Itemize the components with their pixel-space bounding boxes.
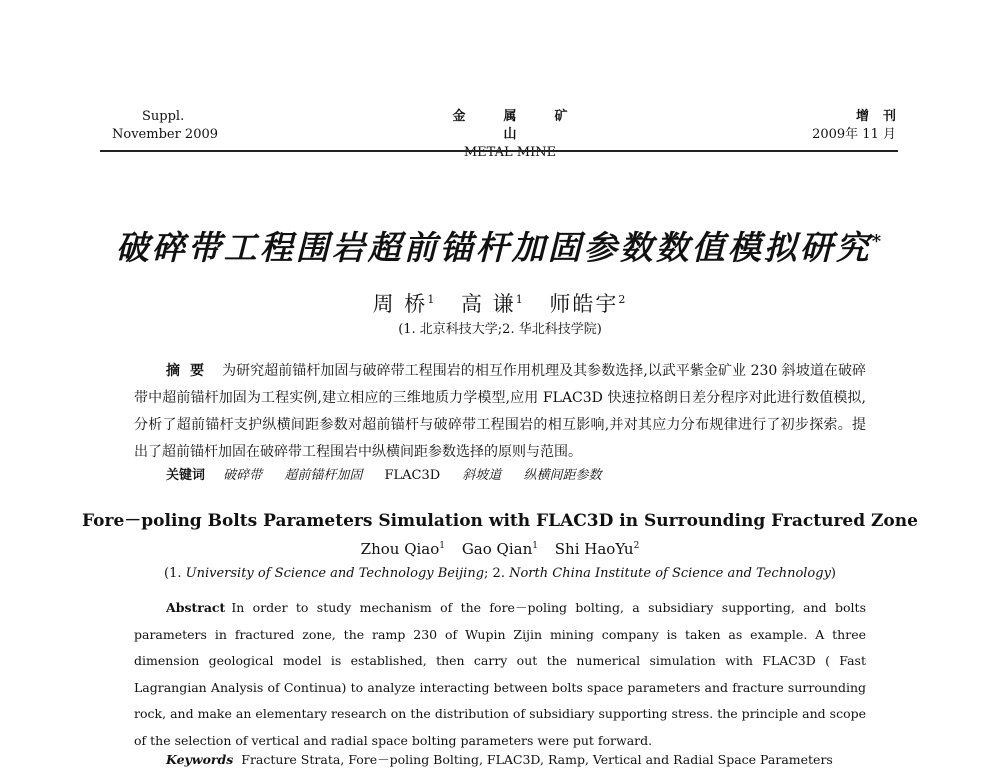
title-en: Fore－poling Bolts Parameters Simulation with FLAC3D in Surrounding Fractured Zone xyxy=(82,511,918,531)
journal-name-en: METAL MINE xyxy=(463,145,557,160)
author-en: Gao Qian$^1$ xyxy=(461,540,538,558)
header-left xyxy=(112,108,218,144)
keyword-cn: 纵横间距参数 xyxy=(523,468,602,483)
authors-cn xyxy=(0,288,1000,318)
keywords-en xyxy=(166,750,833,768)
authors-en xyxy=(0,540,1000,558)
title-cn xyxy=(0,222,1000,269)
keyword-cn: 斜坡道 xyxy=(462,468,502,483)
title-cn-text: 破碎带工程围岩超前锚杆加固参数数值模拟研究 xyxy=(115,228,872,267)
header-date-cn: 2009年 11 月 xyxy=(812,127,896,142)
keywords-cn xyxy=(166,464,619,483)
keywords-en-label: Keywords xyxy=(166,752,234,767)
abstract-en-text: In order to study mechanism of the fore－poling bolting, a subsidiary supporting, and bolts parameters in fractured zone, the ramp 230 of Wupin Zijin mining company is taken as example. A three dimension geological model is established, then carry out the numerical simulation with FLAC3D ( Fast Lagrangian Analysis of Continua) to analyze interacting between bolts space parameters and fracture surrounding rock, and make an elementary research on the distribution of subsidiary supporting stress. the principle and scope of the selection of vertical and radial space bolting parameters were put forward. xyxy=(134,600,866,748)
keywords-en-text: Fracture Strata, Fore－poling Bolting, FLAC3D, Ramp, Vertical and Radial Space Parameters xyxy=(241,752,833,767)
author-cn: 高 谦$^1$ xyxy=(461,292,525,316)
header-rule xyxy=(100,150,898,152)
header-center xyxy=(400,108,620,162)
abstract-cn xyxy=(134,358,866,466)
abstract-en-label: Abstract xyxy=(166,600,226,615)
affiliation-cn: (1. 北京科技大学;2. 华北科技学院) xyxy=(398,322,602,337)
author-cn: 师皓宇$^2$ xyxy=(549,292,628,316)
header-suppl: Suppl. xyxy=(142,109,185,124)
affiliation-en-inst2: North China Institute of Science and Technology xyxy=(509,566,831,581)
header-date-en: November 2009 xyxy=(112,127,219,142)
journal-name-cn: 金属矿山 xyxy=(452,109,606,142)
author-en: Shi HaoYu$^2$ xyxy=(554,540,640,558)
keywords-cn-label: 关键词 xyxy=(166,468,206,483)
author-en: Zhou Qiao$^1$ xyxy=(360,540,446,558)
abstract-cn-text: 为研究超前锚杆加固与破碎带工程围岩的相互作用机理及其参数选择,以武平紫金矿业 230 斜坡道在破碎带中超前锚杆加固为工程实例,建立相应的三维地质力学模型,应用 FLAC3D 快速拉格朗日差分程序对此进行数值模拟,分析了超前锚杆支护纵横间距参数对超前锚杆与破碎带工程围岩的相互影响,并对其应力分布规律进行了初步探索。提出了超前锚杆加固在破碎带工程围岩中纵横间距参数选择的原则与范围。 xyxy=(134,363,867,460)
affiliation-en-inst1: University of Science and Technology Beijing xyxy=(185,566,485,581)
affiliation-en: (1. University of Science and Technology Beijing; 2. North China Institute of Science and Technology) xyxy=(164,566,836,581)
keyword-cn: FLAC3D xyxy=(384,468,441,483)
abstract-en xyxy=(134,595,866,754)
header-right xyxy=(812,108,910,144)
header-supplement-cn: 增刊 xyxy=(855,109,910,124)
keyword-cn: 破碎带 xyxy=(223,468,263,483)
abstract-cn-label: 摘要 xyxy=(166,363,215,379)
author-cn: 周 桥$^1$ xyxy=(372,292,437,316)
keyword-cn: 超前锚杆加固 xyxy=(284,468,363,483)
title-footnote-mark: * xyxy=(871,231,885,252)
